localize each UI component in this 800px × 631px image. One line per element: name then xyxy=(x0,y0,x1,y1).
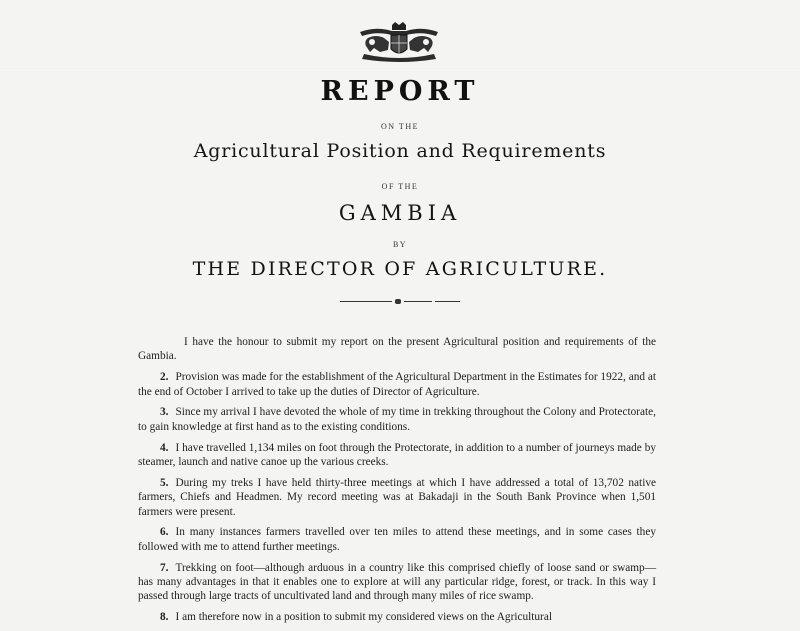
paragraph-number: 6. xyxy=(160,526,169,539)
paragraph-text: I am therefore now in a position to submit my considered views on the Agricultural xyxy=(175,611,552,624)
paragraph-text: I have travelled 1,134 miles on foot through the Protectorate, in addition to a number of journeys made by steamer, launch and native canoe up the various creeks. xyxy=(138,441,656,469)
ornamental-divider-icon xyxy=(340,299,460,305)
paragraph-8 xyxy=(138,610,656,624)
paragraph-number: 7. xyxy=(160,561,169,574)
document-subtitle: Agricultural Position and Requirements xyxy=(193,140,607,162)
on-the-label: ON THE xyxy=(381,122,419,131)
paragraph-text: In many instances farmers travelled over ten miles to attend these meetings, and in some cases they followed with me to attend further meetings. xyxy=(138,526,656,553)
paragraph-7 xyxy=(138,561,656,604)
paragraph-number: 3. xyxy=(160,406,169,419)
paragraph-text: Trekking on foot—although arduous in a country like this comprised chiefly of loose sand or swamp—has many advantages in that it enables one to explore at will any particular ridge, forest, or track. In this way I passed through large tracts of uncultivated land and through many miles of rice swamp. xyxy=(138,561,656,603)
document-author: THE DIRECTOR OF AGRICULTURE. xyxy=(192,258,608,280)
document-title: REPORT xyxy=(320,76,480,107)
paragraph-4 xyxy=(138,441,656,470)
by-label: BY xyxy=(392,240,408,249)
paragraph-text: Since my arrival I have devoted the whole of my time in trekking throughout the Colony and Protectorate, to gain knowledge at first hand as to the existing conditions. xyxy=(138,406,656,433)
paragraph-6 xyxy=(138,525,656,554)
country-name: GAMBIA xyxy=(338,201,462,225)
paragraph-1 xyxy=(138,335,656,364)
paragraph-number: 2. xyxy=(160,371,169,384)
paragraph-3 xyxy=(138,405,656,434)
paragraph-text: During my treks I have held thirty-three meetings at which I have addressed a total of 13,702 native farmers, Chiefs and Headmen. My record meeting was at Bakadaji in the South Bank Province when 1,501 farmers were present. xyxy=(138,476,656,518)
coat-of-arms-icon xyxy=(356,22,442,62)
paragraph-number: 8. xyxy=(160,611,169,624)
paragraph-5 xyxy=(138,476,656,519)
paragraph-text: Provision was made for the establishment of the Agricultural Department in the Estimates for 1922, and at the end of October I arrived to take up the duties of Director of Agriculture. xyxy=(138,371,656,398)
paragraph-2 xyxy=(138,370,656,399)
paragraph-text: I have the honour to submit my report on the present Agricultural position and requirements of the Gambia. xyxy=(138,336,656,363)
of-the-label: OF THE xyxy=(381,182,419,191)
paragraph-number: 4. xyxy=(160,441,169,454)
paragraph-number: 5. xyxy=(160,476,169,489)
scan-fold-line xyxy=(0,68,800,69)
report-body xyxy=(138,335,656,631)
